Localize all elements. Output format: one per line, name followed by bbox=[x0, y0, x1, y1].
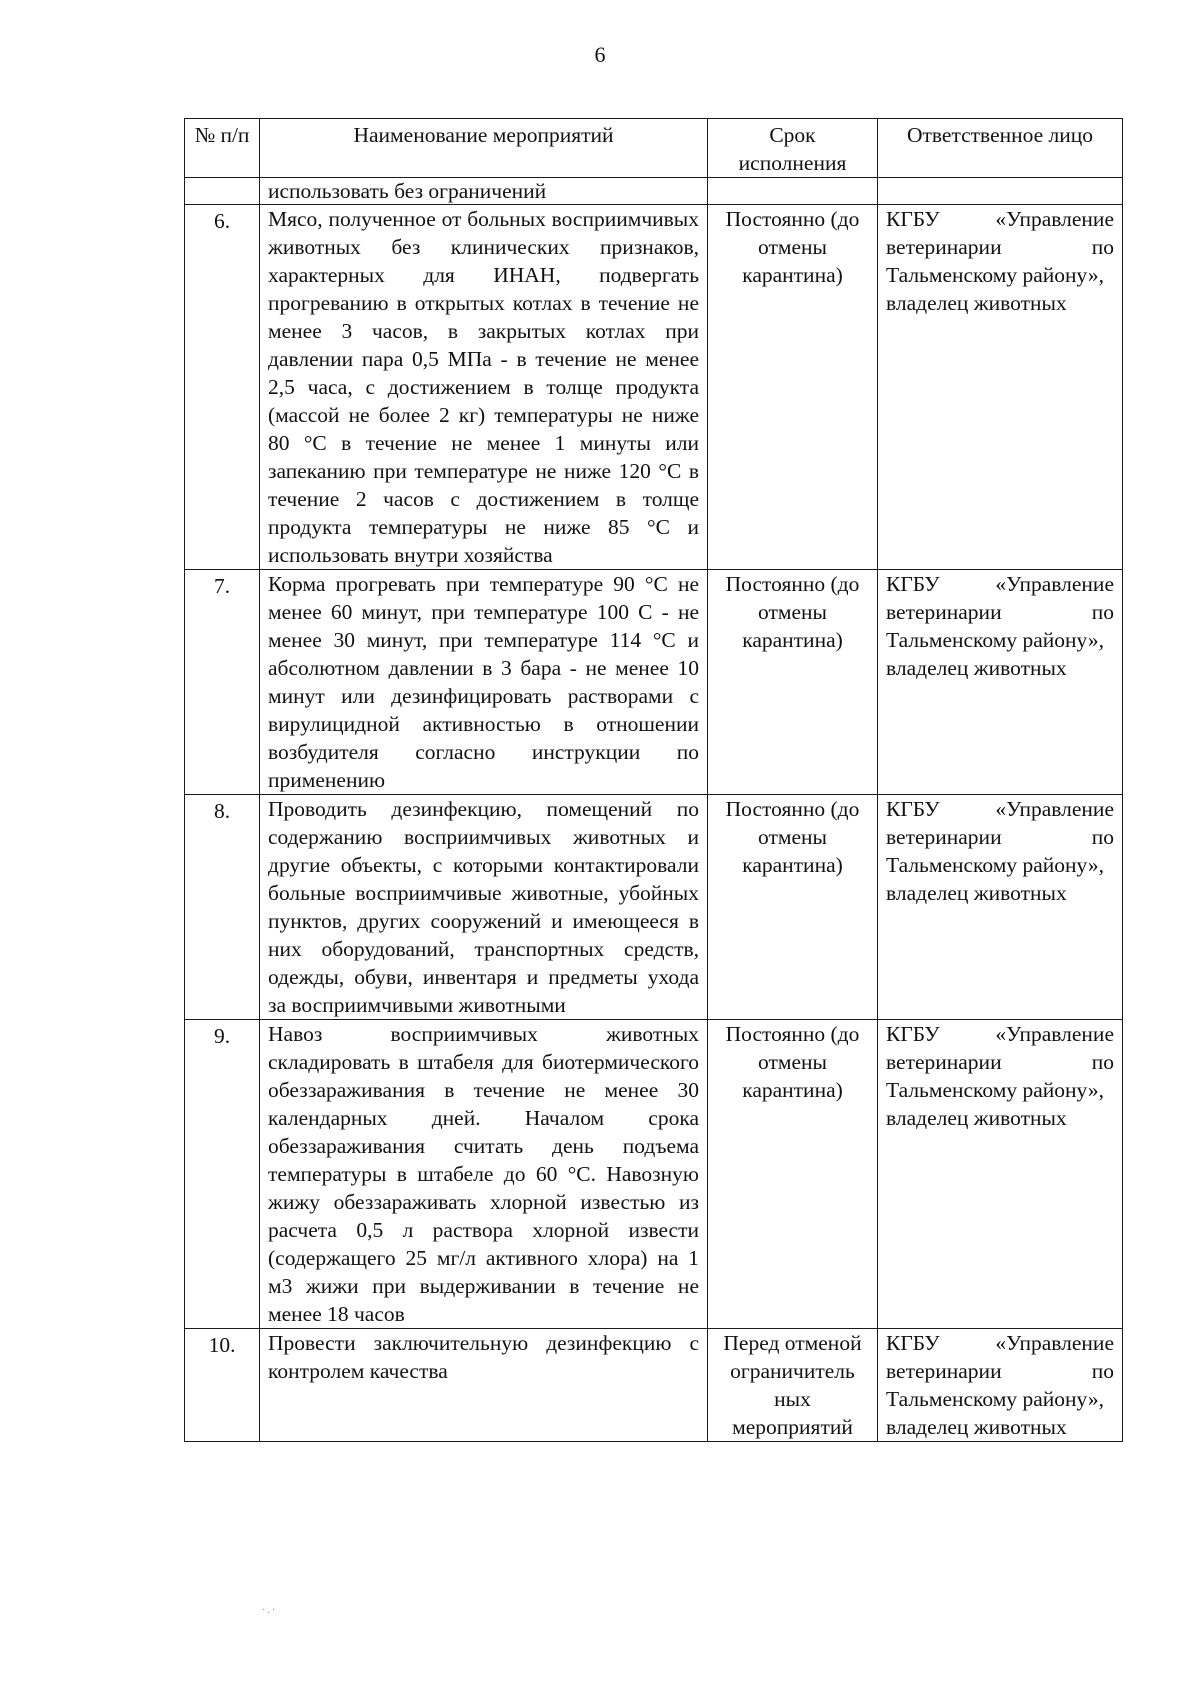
table-row bbox=[185, 1020, 1123, 1329]
row-number: 6. bbox=[185, 205, 260, 570]
responsible-owner: владелец животных bbox=[886, 1415, 1067, 1439]
responsible-organization: КГБУ «Управление ветеринарии по Тальменскому району», bbox=[886, 797, 1114, 877]
responsible-owner: владелец животных bbox=[886, 881, 1067, 905]
row-responsible bbox=[878, 205, 1123, 570]
row-number: 9. bbox=[185, 1020, 260, 1329]
responsible-organization: КГБУ «Управление ветеринарии по Тальменскому району», bbox=[886, 572, 1114, 652]
header-responsible: Ответственное лицо bbox=[878, 119, 1123, 178]
responsible-owner: владелец животных bbox=[886, 656, 1067, 680]
row-deadline: Постоянно (до отмены карантина) bbox=[708, 1020, 878, 1329]
row-responsible bbox=[878, 795, 1123, 1020]
row-deadline: Перед отменой ограничитель ных мероприятий bbox=[708, 1329, 878, 1442]
continuation-responsible-cell bbox=[878, 178, 1123, 205]
row-responsible bbox=[878, 1329, 1123, 1442]
table-row bbox=[185, 1329, 1123, 1442]
table-row bbox=[185, 570, 1123, 795]
header-number: № п/п bbox=[185, 119, 260, 178]
row-measure: Навоз восприимчивых животных складировать в штабеля для биотермического обеззараживания в течение не менее 30 календарных дней. Началом срока обеззараживания считать день подъема температуры в штабеле до 60 °С. Навозную жижу обеззараживать хлорной известью из расчета 0,5 л раствора хлорной извести (содержащего 25 мг/л активного хлора) на 1 м3 жижи при выдерживании в течение не менее 18 часов bbox=[260, 1020, 708, 1329]
row-measure: Корма прогревать при температуре 90 °С не менее 60 минут, при температуре 100 С - не менее 30 минут, при температуре 114 °С и абсолютном давлении в 3 бара - не менее 10 минут или дезинфицировать растворами с вирулицидной активностью в отношении возбудителя согласно инструкции по применению bbox=[260, 570, 708, 795]
row-deadline: Постоянно (до отмены карантина) bbox=[708, 570, 878, 795]
row-deadline: Постоянно (до отмены карантина) bbox=[708, 795, 878, 1020]
page-number: 6 bbox=[594, 42, 606, 67]
continuation-term-cell bbox=[708, 178, 878, 205]
responsible-owner: владелец животных bbox=[886, 291, 1067, 315]
responsible-owner: владелец животных bbox=[886, 1106, 1067, 1130]
responsible-organization: КГБУ «Управление ветеринарии по Тальменскому району», bbox=[886, 207, 1114, 287]
row-deadline: Постоянно (до отмены карантина) bbox=[708, 205, 878, 570]
header-measure-name: Наименование мероприятий bbox=[260, 119, 708, 178]
row-measure: Проводить дезинфекцию, помещений по содержанию восприимчивых животных и другие объекты, с которыми контактировали больные восприимчивые животные, убойных пунктов, других сооружений и имеющееся в них оборудований, транспортных средств, одежды, обуви, инвентаря и предметы ухода за восприимчивыми животными bbox=[260, 795, 708, 1020]
row-number: 8. bbox=[185, 795, 260, 1020]
responsible-organization: КГБУ «Управление ветеринарии по Тальменскому району», bbox=[886, 1022, 1114, 1102]
table-row bbox=[185, 205, 1123, 570]
measures-table bbox=[184, 118, 1123, 1442]
table-header-row bbox=[185, 119, 1123, 178]
continuation-row bbox=[185, 178, 1123, 205]
row-number: 10. bbox=[185, 1329, 260, 1442]
continuation-number-cell bbox=[185, 178, 260, 205]
responsible-organization: КГБУ «Управление ветеринарии по Тальменскому району», bbox=[886, 1331, 1114, 1411]
row-number: 7. bbox=[185, 570, 260, 795]
row-measure: Мясо, полученное от больных восприимчивых животных без клинических признаков, характерных для ИНАН, подвергать прогреванию в открытых котлах в течение не менее 3 часов, в закрытых котлах при давлении пара 0,5 МПа - в течение не менее 2,5 часа, с достижением в толще продукта (массой не более 2 кг) температуры не ниже 80 °С в течение не менее 1 минуты или запеканию при температуре не ниже 120 °С в течение 2 часов с достижением в толще продукта температуры не ниже 85 °С и использовать внутри хозяйства bbox=[260, 205, 708, 570]
table-row bbox=[185, 795, 1123, 1020]
row-measure: Провести заключительную дезинфекцию с контролем качества bbox=[260, 1329, 708, 1442]
header-deadline: Срок исполнения bbox=[708, 119, 878, 178]
continuation-text: использовать без ограничений bbox=[260, 178, 708, 205]
scan-artifact: ·.· bbox=[262, 1605, 278, 1616]
row-responsible bbox=[878, 1020, 1123, 1329]
row-responsible bbox=[878, 570, 1123, 795]
